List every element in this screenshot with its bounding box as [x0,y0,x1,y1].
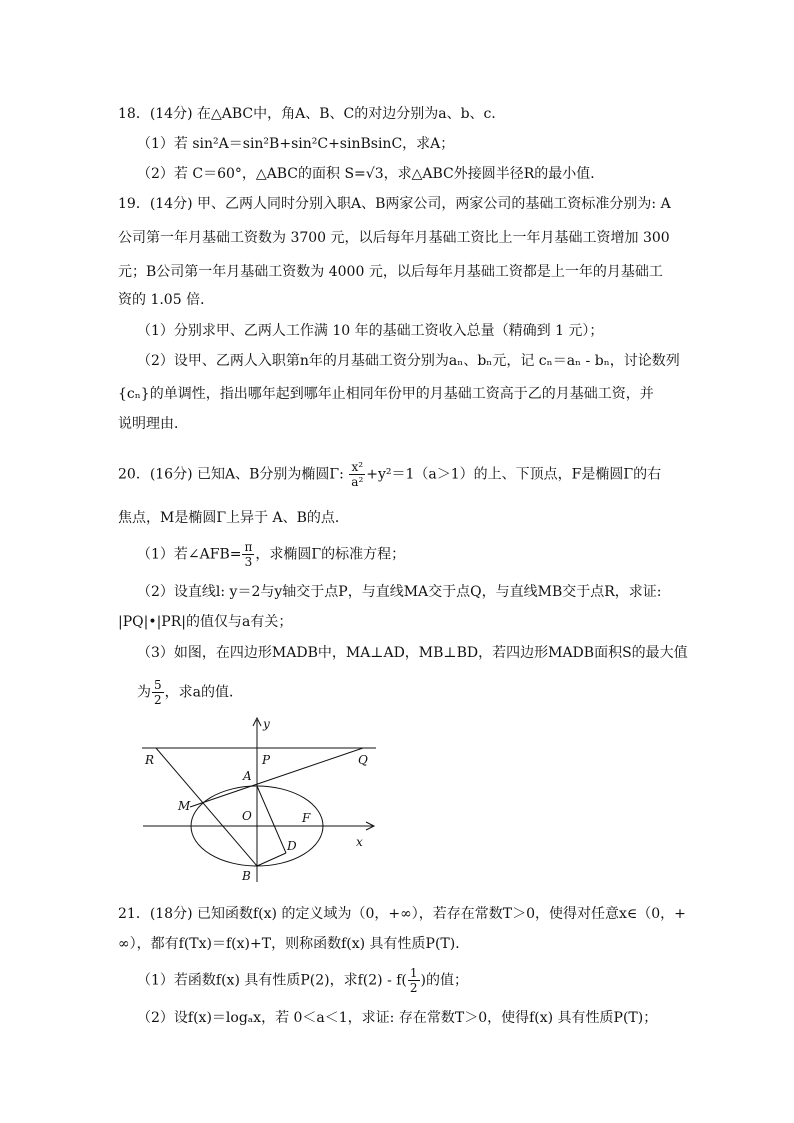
q20-part2-line1: （2）设直线l: y＝2与y轴交于点P，与直线MA交于点Q，与直线MB交于点R，求证: [137,584,662,600]
q19-part2-line2: {cₙ}的单调性，指出哪年起到哪年止相同年份甲的月基础工资高于乙的月基础工资，并 [118,386,654,402]
q21-part1-text-b: )的值； [420,972,469,989]
q18-heading: 18．(14分) 在△ABC中，角A、B、C的对边分别为a、b、c． [118,106,506,122]
q20-part2-line2: |PQ|•|PR|的值仅与a有关； [118,614,293,630]
q19-line3: 元；B公司第一年月基础工资数为 4000 元，以后每年月基础工资都是上一年的月基础工 [118,264,663,280]
fraction-denominator: 3 [244,555,253,569]
label-r: R [145,753,155,767]
segment-ad [257,786,286,853]
q20-line1-text-b: +y²＝1（a＞1）的上、下顶点，F是椭圆Γ的右 [366,466,662,483]
label-y: y [263,717,270,731]
q21-part1-text-a: （1）若函数f(x) 具有性质P(2)，求f(2) - f( [137,972,407,989]
q19-line2: 公司第一年月基础工资数为 3700 元，以后每年月基础工资比上一年月基础工资增加 300 [118,230,670,246]
q19-line4: 资的 1.05 倍． [118,292,215,308]
q19-part2-line3: 说明理由． [118,416,188,432]
q20-line1 [118,460,661,489]
half-fraction [408,966,420,995]
fraction-numerator: 5 [154,678,162,692]
q20-part1-text-a: （1）若∠AFB= [137,546,242,563]
q20-part3-line1: （3）如图，在四边形MADB中，MA⊥AD，MB⊥BD，若四边形MADB面积S的最大值 [137,645,688,661]
angle-fraction [242,540,254,569]
fraction-numerator: x² [349,460,365,475]
q19-part2-line1: （2）设甲、乙两人入职第n年的月基础工资分别为aₙ、bₙ元，记 cₙ＝aₙ - bₙ，讨论数列 [137,353,680,369]
fraction-denominator: a² [351,475,364,489]
ellipse-diagram [138,712,386,887]
q20-part1 [137,540,405,569]
q20-line2: 焦点，M是椭圆Γ上异于 A、B的点． [118,510,349,526]
fraction-numerator: π [244,540,253,554]
label-p: P [262,753,271,767]
q20-part3-line2 [137,678,243,707]
q21-part1 [137,966,468,995]
q19-part1: （1）分别求甲、乙两人工作满 10 年的基础工资收入总量（精确到 1 元）； [137,323,604,339]
label-b: B [242,869,251,883]
label-o: O [242,809,252,823]
area-fraction [152,678,164,707]
q19-line1: 19．(14分) 甲、乙两人同时分别入职A、B两家公司，两家公司的基础工资标准分别为: A [118,196,671,212]
line-mb [156,748,257,866]
q21-line1: 21．(18分) 已知函数f(x) 的定义域为（0，+∞），若存在常数T＞0，使得对任意x∈（0，+ [118,906,686,922]
fraction-numerator: 1 [409,966,418,980]
label-a: A [243,769,252,783]
label-f: F [302,811,311,825]
q21-line2: ∞），都有f(Tx)＝f(x)+T，则称函数f(x) 具有性质P(T)． [118,936,470,952]
label-x: x [356,835,363,849]
q20-part3-text-b: ，求a的值． [164,684,243,701]
q18-part1: （1）若 sin²A＝sin²B+sin²C+sinBsinC，求A； [137,136,455,152]
label-d: D [287,839,297,853]
q20-part1-text-b: ，求椭圆Γ的标准方程； [255,546,406,563]
q18-part2: （2）若 C＝60°，△ABC的面积 S=√3，求△ABC外接圆半径R的最小值． [137,166,605,182]
line-ma [190,748,363,807]
ellipse-figure [138,712,386,887]
q20-part3-text-a: 为 [137,684,151,701]
q20-line1-text-a: 20．(16分) 已知A、B分别为椭圆Γ: [118,466,349,483]
ellipse-fraction [349,460,365,489]
segment-bd [257,853,286,866]
fraction-denominator: 2 [154,693,162,707]
label-q: Q [358,753,368,767]
q21-part2: （2）设f(x)＝logₐx，若 0＜a＜1，求证: 存在常数T＞0，使得f(x) 具有性质P(T)； [137,1010,658,1026]
fraction-denominator: 2 [409,981,418,995]
label-m: M [178,799,191,813]
